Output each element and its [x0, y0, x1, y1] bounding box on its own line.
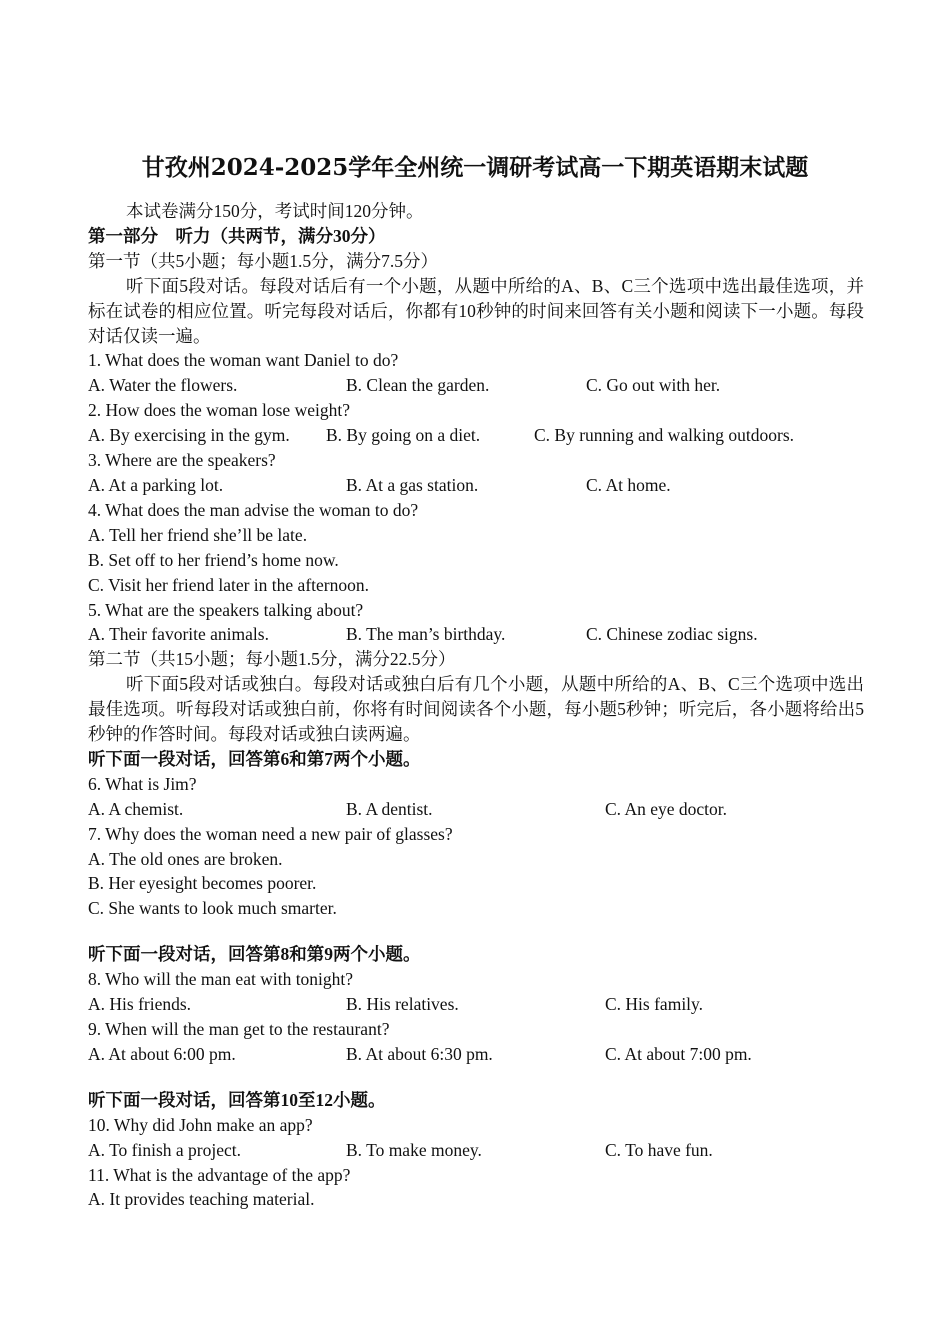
q4-option-b: B. Set off to her friend’s home now. [88, 549, 339, 570]
spacer [88, 921, 864, 942]
exam-intro: 本试卷满分150分，考试时间120分钟。 [126, 201, 424, 221]
q1-option-c: C. Go out with her. [586, 375, 721, 396]
q5-option-b: B. The man’s birthday. [346, 624, 506, 645]
question-11-stem: 11. What is the advantage of the app? [88, 1164, 351, 1185]
q2-option-b: B. By going on a diet. [326, 425, 481, 446]
q9-option-b: B. At about 6:30 pm. [346, 1043, 493, 1064]
q8-option-a: A. His friends. [88, 994, 192, 1015]
question-9-options [88, 1042, 864, 1067]
q4-option-c: C. Visit her friend later in the afternoon. [88, 574, 369, 595]
question-2-options [88, 423, 864, 448]
question-9-stem: 9. When will the man get to the restaurant? [88, 1019, 390, 1039]
q1-option-a: A. Water the flowers. [88, 375, 238, 396]
exam-title: 甘孜州2024-2025学年全州统一调研考试高一下期英语期末试题 [141, 154, 809, 181]
q7-option-c: C. She wants to look much smarter. [88, 898, 337, 919]
q9-option-c: C. At about 7:00 pm. [605, 1043, 752, 1064]
question-5-stem: 5. What are the speakers talking about? [88, 599, 364, 620]
group-8-9-heading: 听下面一段对话，回答第8和第9两个小题。 [88, 944, 421, 965]
question-10-options [88, 1138, 864, 1163]
q8-option-c: C. His family. [605, 994, 704, 1015]
q10-option-a: A. To finish a project. [88, 1139, 242, 1160]
q5-option-a: A. Their favorite animals. [88, 624, 269, 645]
q2-option-a: A. By exercising in the gym. [88, 425, 290, 446]
q6-option-a: A. A chemist. [88, 798, 184, 819]
question-8-stem: 8. Who will the man eat with tonight? [88, 969, 354, 990]
q4-option-a: A. Tell her friend she’ll be late. [88, 524, 308, 545]
section1-instructions: 听下面5段对话。每段对话后有一个小题，从题中所给的A、B、C三个选项中选出最佳选项，并标在试卷的相应位置。听完每段对话后，你都有10秒钟的时间来回答有关小题和阅读下一小题。每段对话仅读一遍。 [88, 275, 864, 346]
question-3-stem: 3. Where are the speakers? [88, 450, 276, 471]
q7-option-a: A. The old ones are broken. [88, 848, 283, 869]
question-3-options [88, 473, 864, 498]
section2-heading: 第二节（共15小题；每小题1.5分，满分22.5分） [88, 649, 456, 670]
section2-instructions: 听下面5段对话或独白。每段对话或独白后有几个小题，从题中所给的A、B、C三个选项中选出最佳选项。听每段对话或独白前，你将有时间阅读各个小题，每小题5秒钟；听完后，各小题将给出5秒钟的作答时间。每段对话或独白读两遍。 [88, 674, 864, 745]
q6-option-b: B. A dentist. [346, 798, 433, 819]
spacer [88, 1067, 864, 1088]
q9-option-a: A. At about 6:00 pm. [88, 1043, 236, 1064]
question-1-options [88, 373, 864, 398]
question-8-options [88, 992, 864, 1017]
part1-heading: 第一部分 听力（共两节，满分30分） [88, 225, 386, 246]
exam-content [88, 199, 864, 1212]
question-10-stem: 10. Why did John make an app? [88, 1114, 313, 1135]
question-6-options [88, 797, 864, 822]
question-5-options [88, 622, 864, 647]
q10-option-b: B. To make money. [346, 1139, 482, 1160]
q11-option-a: A. It provides teaching material. [88, 1189, 315, 1210]
section1-heading: 第一节（共5小题；每小题1.5分，满分7.5分） [88, 250, 438, 271]
q1-option-b: B. Clean the garden. [346, 375, 490, 396]
question-1-stem: 1. What does the woman want Daniel to do? [88, 350, 399, 371]
q10-option-c: C. To have fun. [605, 1139, 713, 1160]
q3-option-b: B. At a gas station. [346, 474, 479, 495]
q6-option-c: C. An eye doctor. [605, 798, 727, 819]
question-4-stem: 4. What does the man advise the woman to do? [88, 499, 419, 520]
q2-option-c: C. By running and walking outdoors. [534, 425, 795, 446]
q7-option-b: B. Her eyesight becomes poorer. [88, 873, 317, 894]
q3-option-c: C. At home. [586, 474, 671, 495]
question-7-stem: 7. Why does the woman need a new pair of glasses? [88, 823, 453, 844]
q8-option-b: B. His relatives. [346, 994, 459, 1015]
question-2-stem: 2. How does the woman lose weight? [88, 400, 350, 421]
group-6-7-heading: 听下面一段对话，回答第6和第7两个小题。 [88, 748, 421, 769]
q5-option-c: C. Chinese zodiac signs. [586, 624, 758, 645]
q3-option-a: A. At a parking lot. [88, 474, 224, 495]
group-10-12-heading: 听下面一段对话，回答第10至12小题。 [88, 1089, 386, 1110]
question-6-stem: 6. What is Jim? [88, 773, 197, 794]
